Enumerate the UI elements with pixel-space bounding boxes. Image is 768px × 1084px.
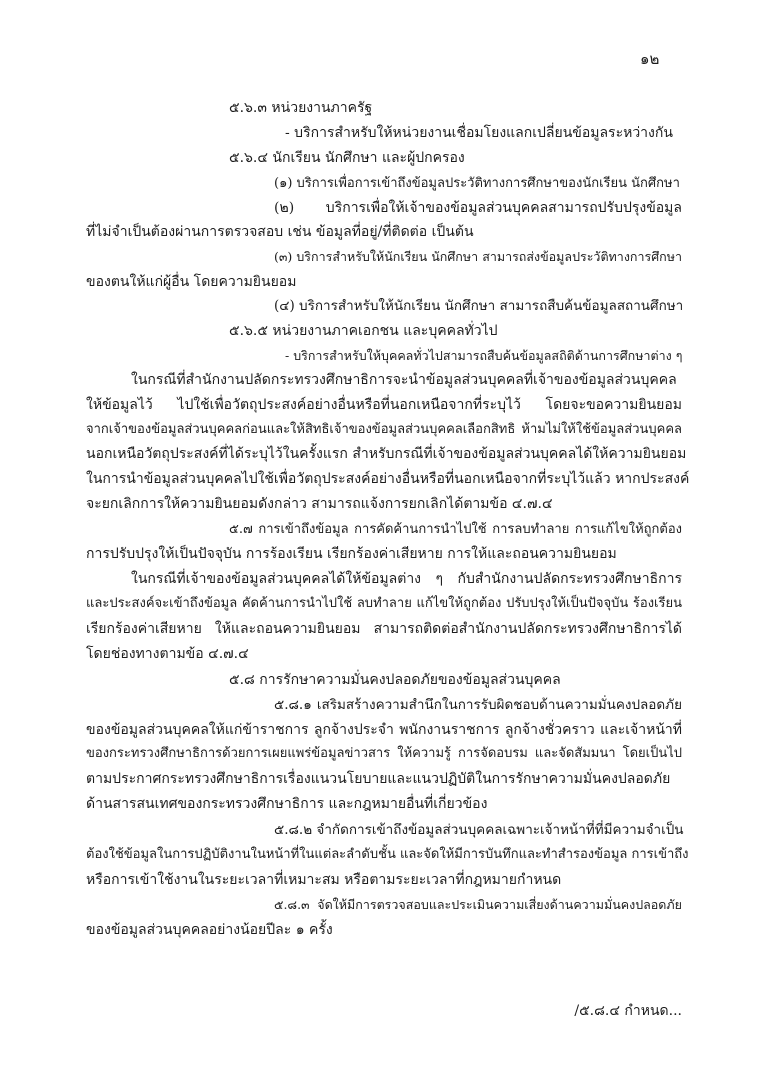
para-5-8-3-line: ของข้อมูลส่วนบุคคลอย่างน้อยปีละ ๑ ครั้ง bbox=[86, 922, 333, 938]
para-5-8-2-line: ต้องใช้ข้อมูลในการปฏิบัติงานในหน้าที่ในแต่ละลำดับชั้น และจัดให้มีการบันทึกและทำสำรองข้อมูล การเข้าถึง bbox=[86, 847, 689, 862]
para-5-7-line: ในกรณีที่เจ้าของข้อมูลส่วนบุคคลได้ให้ข้อมูลต่าง ๆ กับสำนักงานปลัดกระทรวงศึกษาธิการ bbox=[131, 571, 682, 587]
page-number: ๑๒ bbox=[640, 50, 660, 68]
item-5-6-3: - บริการสำหรับให้หน่วยงานเชื่อมโยงแลกเปลี่ยนข้อมูลระหว่างกัน bbox=[285, 125, 673, 141]
continuation-text: /๕.๘.๔ กำหนด... bbox=[574, 1003, 682, 1019]
para-5-7-line: เรียกร้องค่าเสียหาย ให้และถอนความยินยอม สามารถติดต่อสำนักงานปลัดกระทรวงศึกษาธิการได้ bbox=[86, 621, 682, 637]
item-5-6-4-2-line2: ที่ไม่จำเป็นต้องผ่านการตรวจสอบ เช่น ข้อมูลที่อยู่/ที่ติดต่อ เป็นต้น bbox=[86, 224, 474, 240]
para-5-8-1-line: ตามประกาศกระทรวงศึกษาธิการเรื่องแนวนโยบายและแนวปฏิบัติในการรักษาความมั่นคงปลอดภัย bbox=[86, 771, 671, 787]
para-5-8-1-line: ด้านสารสนเทศของกระทรวงศึกษาธิการ และกฎหมายอื่นที่เกี่ยวข้อง bbox=[86, 796, 488, 812]
para-5-7-line: โดยช่องทางตามข้อ ๔.๗.๔ bbox=[86, 646, 249, 662]
item-5-6-4-3-line1: (๓) บริการสำหรับให้นักเรียน นักศึกษา สามารถส่งข้อมูลประวัติทางการศึกษา bbox=[274, 249, 682, 264]
para-5-6-5-line: ในการนำข้อมูลส่วนบุคคลไปใช้เพื่อวัตถุประสงค์อย่างอื่นหรือที่นอกเหนือจากที่ระบุไว้แล้ว หากประสงค์ bbox=[86, 471, 690, 487]
heading-5-6-5: ๕.๖.๕ หน่วยงานภาคเอกชน และบุคคลทั่วไป bbox=[229, 323, 498, 339]
para-5-7-line: และประสงค์จะเข้าถึงข้อมูล คัดค้านการนำไปใช้ ลบทำลาย แก้ไขให้ถูกต้อง ปรับปรุงให้เป็นปัจจุบัน ร้องเรียน bbox=[86, 596, 682, 611]
heading-5-8: ๕.๘ การรักษาความมั่นคงปลอดภัยของข้อมูลส่วนบุคคล bbox=[229, 672, 561, 688]
para-5-6-5-line: นอกเหนือวัตถุประสงค์ที่ได้ระบุไว้ในครั้งแรก สำหรับกรณีที่เจ้าของข้อมูลส่วนบุคคลได้ให้ความยินยอม bbox=[86, 446, 687, 462]
para-5-6-5-line: จากเจ้าของข้อมูลส่วนบุคคลก่อนและให้สิทธิเจ้าของข้อมูลส่วนบุคคลเลือกสิทธิ ห้ามไม่ให้ใช้ข้อมูลส่วนบุคคล bbox=[86, 422, 682, 437]
para-5-8-2-line: ๕.๘.๒ จำกัดการเข้าถึงข้อมูลส่วนบุคคลเฉพาะเจ้าหน้าที่ที่มีความจำเป็น bbox=[274, 822, 684, 838]
para-5-6-5-line: ในกรณีที่สำนักงานปลัดกระทรวงศึกษาธิการจะนำข้อมูลส่วนบุคคลที่เจ้าของข้อมูลส่วนบุคคล bbox=[131, 372, 677, 388]
para-5-8-2-line: หรือการเข้าใช้งานในระยะเวลาที่เหมาะสม หรือตามระยะเวลาที่กฎหมายกำหนด bbox=[86, 872, 562, 888]
item-5-6-5: - บริการสำหรับให้บุคคลทั่วไปสามารถสืบค้นข้อมูลสถิติด้านการศึกษาต่าง ๆ bbox=[285, 348, 683, 363]
para-5-6-5-line: ให้ข้อมูลไว้ ไปใช้เพื่อวัตถุประสงค์อย่างอื่นหรือที่นอกเหนือจากที่ระบุไว้ โดยจะขอความยินยอม bbox=[86, 397, 682, 413]
para-5-8-1-line: ของกระทรวงศึกษาธิการด้วยการเผยแพร่ข้อมูลข่าวสาร ให้ความรู้ การจัดอบรม และจัดสัมมนา โดยเป็นไป bbox=[86, 746, 682, 761]
item-5-6-4-4: (๔) บริการสำหรับให้นักเรียน นักศึกษา สามารถสืบค้นข้อมูลสถานศึกษา bbox=[274, 298, 684, 314]
para-5-8-1-line: ของข้อมูลส่วนบุคคลให้แก่ข้าราชการ ลูกจ้างประจำ พนักงานราชการ ลูกจ้างชั่วคราว และเจ้าหน้าที่ bbox=[86, 722, 682, 738]
item-5-6-4-3-line2: ของตนให้แก่ผู้อื่น โดยความยินยอม bbox=[86, 274, 297, 290]
para-5-8-1-line: ๕.๘.๑ เสริมสร้างความสำนึกในการรับผิดชอบด้านความมั่นคงปลอดภัย bbox=[274, 697, 682, 713]
item-5-6-4-1: (๑) บริการเพื่อการเข้าถึงข้อมูลประวัติทางการศึกษาของนักเรียน นักศึกษา bbox=[274, 176, 680, 191]
heading-5-6-4: ๕.๖.๔ นักเรียน นักศึกษา และผู้ปกครอง bbox=[229, 150, 465, 166]
item-5-6-4-2-line1: (๒) บริการเพื่อให้เจ้าของข้อมูลส่วนบุคคลสามารถปรับปรุงข้อมูล bbox=[274, 200, 682, 216]
heading-5-7-line1: ๕.๗ การเข้าถึงข้อมูล การคัดค้านการนำไปใช้ การลบทำลาย การแก้ไขให้ถูกต้อง bbox=[229, 522, 682, 537]
para-5-8-3-line: ๕.๘.๓ จัดให้มีการตรวจสอบและประเมินความเสี่ยงด้านความมั่นคงปลอดภัย bbox=[274, 897, 682, 912]
para-5-6-5-line: จะยกเลิกการให้ความยินยอมดังกล่าว สามารถแจ้งการยกเลิกได้ตามข้อ ๔.๗.๔ bbox=[86, 496, 553, 512]
heading-5-6-3: ๕.๖.๓ หน่วยงานภาครัฐ bbox=[229, 100, 373, 116]
heading-5-7-line2: การปรับปรุงให้เป็นปัจจุบัน การร้องเรียน เรียกร้องค่าเสียหาย การให้และถอนความยินยอม bbox=[86, 546, 617, 562]
